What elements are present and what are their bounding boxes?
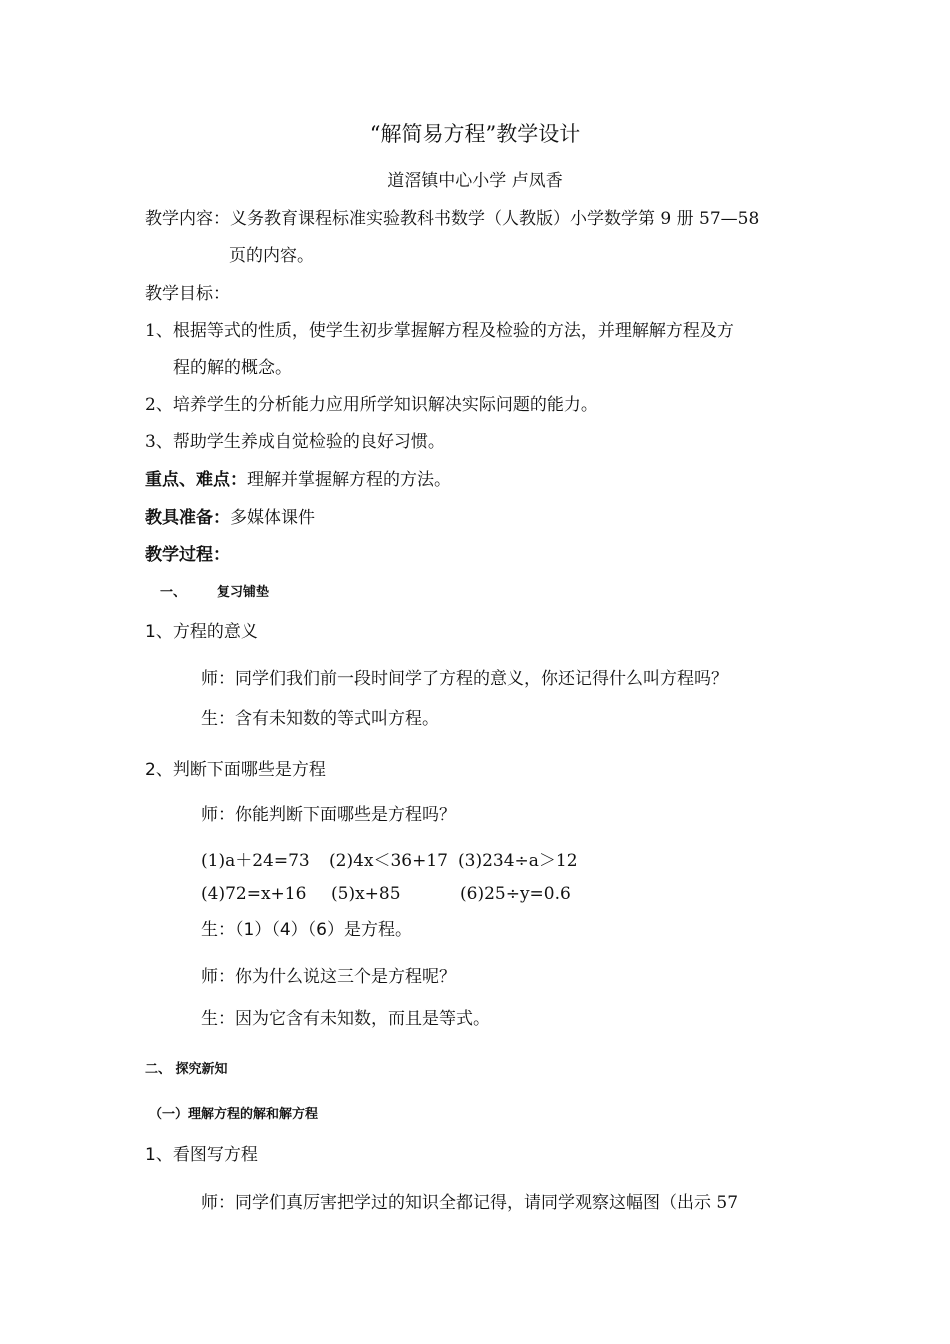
goal-1-line2: 程的解的概念。 <box>173 358 292 378</box>
student-line-1: 生：含有未知数的等式叫方程。 <box>201 709 439 729</box>
student-line-3: 生：因为它含有未知数，而且是等式。 <box>201 1009 490 1029</box>
key-points-label: 重点、难点： <box>145 470 247 490</box>
author-line: 道滘镇中心小学 卢凤香 <box>387 171 563 191</box>
goal-3: 3、帮助学生养成自觉检验的良好习惯。 <box>145 432 445 452</box>
equation-item: (2)4x＜36+17 <box>329 851 448 871</box>
key-points-text: 理解并掌握解方程的方法。 <box>247 470 451 490</box>
student-line-2: 生：（1）（4）（6）是方程。 <box>201 920 412 940</box>
part2-subsection-title: （一）理解方程的解和解方程 <box>149 1107 319 1122</box>
equation-item: (5)x+85 <box>331 884 401 904</box>
process-heading: 教学过程： <box>145 545 230 565</box>
content-section <box>145 211 759 228</box>
equation-item: (6)25÷y=0.6 <box>460 884 571 904</box>
equation-item: (3)234÷a＞12 <box>458 851 578 871</box>
teacher-line-3: 师：你为什么说这三个是方程呢？ <box>201 967 456 987</box>
part2-title: 二、 探究新知 <box>145 1062 228 1077</box>
goals-heading <box>145 286 230 303</box>
content-text-line1: ：义务教育课程标准实验教科书数学（人教版）小学数学第 9 册 57—58 <box>213 209 760 229</box>
teacher-line-4: 师：同学们真厉害把学过的知识全都记得，请同学观察这幅图（出示 57 <box>201 1193 739 1213</box>
teaching-tools-text: 多媒体课件 <box>230 508 315 528</box>
part2-sub1-title: 1、看图写方程 <box>145 1145 258 1165</box>
teacher-line-2: 师：你能判断下面哪些是方程吗？ <box>201 805 456 825</box>
goal-2: 2、培养学生的分析能力应用所学知识解决实际问题的能力。 <box>145 395 598 415</box>
teacher-line-1: 师：同学们我们前一段时间学了方程的意义，你还记得什么叫方程吗？ <box>201 669 728 689</box>
teaching-tools-label: 教具准备： <box>145 508 230 528</box>
part1-number: 一、 <box>160 585 187 600</box>
part1-sub2-title: 2、判断下面哪些是方程 <box>145 760 326 780</box>
key-points <box>145 472 451 489</box>
goals-label: 教学目标 <box>145 284 213 304</box>
equation-item: (4)72=x+16 <box>201 884 307 904</box>
equation-item: (1)a＋24=73 <box>201 851 310 871</box>
teaching-tools <box>145 510 315 527</box>
part1-title: 复习铺垫 <box>217 585 270 600</box>
goal-1-line1: 1、根据等式的性质，使学生初步掌握解方程及检验的方法，并理解解方程及方 <box>145 321 734 341</box>
content-text-line2: 页的内容。 <box>229 246 314 266</box>
page-title: “解简易方程”教学设计 <box>369 122 581 146</box>
goals-colon: ： <box>213 284 230 304</box>
content-label: 教学内容 <box>145 209 213 229</box>
part1-sub1-title: 1、方程的意义 <box>145 622 258 642</box>
